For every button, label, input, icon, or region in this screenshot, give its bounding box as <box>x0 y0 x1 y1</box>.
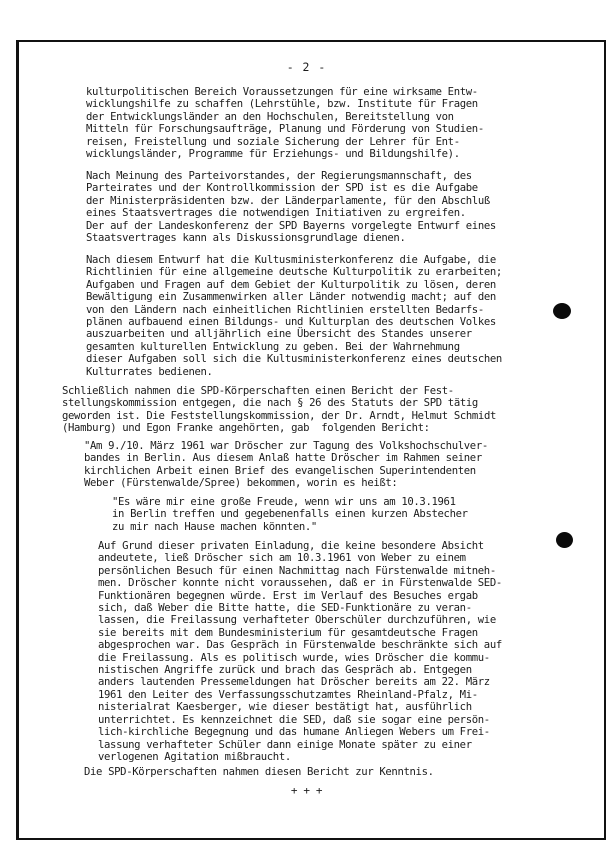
paragraph-development-aid <box>86 86 484 160</box>
text-line: reisen, Freistellung und soziale Sicherung der Lehrer für Ent- <box>86 135 460 148</box>
end-mark-text: + + + <box>290 784 323 797</box>
text-line: sie bereits mit dem Bundesministerium für gesamtdeutsche Fragen <box>98 626 478 639</box>
text-line: lassen, die Freilassung verhafteter Oberschüler durchzuführen, wie <box>98 614 496 627</box>
text-line: andeutete, ließ Dröscher sich am 10.3.1961 von Weber zu einem <box>98 552 466 565</box>
text-line: plänen aufbauend einen Bildungs- und Kulturplan des deutschen Volkes <box>86 316 496 329</box>
end-mark <box>0 785 613 797</box>
text-line: zu mir nach Hause machen könnten." <box>112 520 317 533</box>
text-line: nistischen Angriffe zurück und brach das Gespräch ab. Entgegen <box>98 664 472 677</box>
text-line: wicklungsländer, Programme für Erziehungs- und Bildungshilfe). <box>86 148 460 161</box>
paragraph-report-body <box>98 540 502 763</box>
text-line: dieser Aufgaben soll sich die Kultusministerkonferenz eines deutschen <box>86 353 502 366</box>
text-line: anders lautenden Pressemeldungen hat Dröscher bereits am 22. März <box>98 676 490 689</box>
paragraph-closing <box>84 766 434 778</box>
text-line: "Es wäre mir eine große Freude, wenn wir uns am 10.3.1961 <box>112 496 456 508</box>
text-line: 1961 den Leiter des Verfassungsschutzamtes Rheinland-Pfalz, Mi- <box>98 688 478 701</box>
text-line: lich-kirchliche Begegnung und das humane Anliegen Webers um Frei- <box>98 726 490 739</box>
text-line: men. Dröscher konnte nicht voraussehen, daß er in Fürstenwalde SED- <box>98 577 502 590</box>
text-line: die Freilassung. Als es politisch wurde, wies Dröscher die kommu- <box>98 651 490 664</box>
text-line: verlogenen Agitation mißbraucht. <box>98 750 291 763</box>
text-line: (Hamburg) und Egon Franke angehörten, gab folgenden Bericht: <box>62 422 430 435</box>
text-line: Bewältigung ein Zusammenwirken aller Länder notwendig macht; auf den <box>86 291 496 304</box>
paragraph-state-treaty <box>86 170 496 244</box>
text-line: eines Staatsvertrages die notwendigen Initiativen zu ergreifen. <box>86 207 466 220</box>
text-line: der Ministerpräsidenten bzw. der Länderparlamente, für den Abschluß <box>86 194 490 207</box>
text-line: Funktionären begegnen würde. Erst im Verlauf des Besuches ergab <box>98 589 478 602</box>
text-line: Schließlich nahmen die SPD-Körperschaften einen Bericht der Fest- <box>62 385 454 397</box>
text-line: Auf Grund dieser privaten Einladung, die keine besondere Absicht <box>98 540 484 552</box>
text-line: Mitteln für Forschungsaufträge, Planung und Förderung von Studien- <box>86 123 484 136</box>
text-line: Weber (Fürstenwalde/Spree) bekommen, worin es heißt: <box>84 477 398 490</box>
text-line: Aufgaben und Fragen auf dem Gebiet der Kulturpolitik zu lösen, deren <box>86 278 496 291</box>
text-line: von den Ländern nach einheitlichen Richtlinien erstellten Bedarfs- <box>86 303 484 316</box>
text-line: wicklungshilfe zu schaffen (Lehrstühle, bzw. Institute für Fragen <box>86 98 478 111</box>
paragraph-letter-quote <box>112 496 468 533</box>
page-number: - 2 - <box>286 60 327 74</box>
text-line: persönlichen Besuch für einen Nachmittag nach Fürstenwalde mitneh- <box>98 564 496 577</box>
text-line: abgesprochen war. Das Gespräch in Fürstenwalde beschränkte sich auf <box>98 639 502 652</box>
text-line: Richtlinien für eine allgemeine deutsche Kulturpolitik zu erarbeiten; <box>86 266 502 279</box>
text-line: bandes in Berlin. Aus diesem Anlaß hatte Dröscher im Rahmen seiner <box>84 452 482 465</box>
text-line: lassung verhafteter Schüler dann einige Monate später zu einer <box>98 738 472 751</box>
text-line: Nach diesem Entwurf hat die Kultusministerkonferenz die Aufgabe, die <box>86 254 496 266</box>
text-line: der Entwicklungsländer an den Hochschulen, Bereitstellung von <box>86 110 454 123</box>
text-line: geworden ist. Die Feststellungskommission, der Dr. Arndt, Helmut Schmidt <box>62 409 497 422</box>
ink-blot <box>556 532 573 548</box>
text-line: "Am 9./10. März 1961 war Dröscher zur Tagung des Volkshochschulver- <box>84 440 488 452</box>
text-line: sich, daß Weber die Bitte hatte, die SED-Funktionäre zu veran- <box>98 602 472 615</box>
paragraph-kultusministerkonferenz <box>86 254 502 378</box>
text-line: nisterialrat Kaesberger, wie dieser bestätigt hat, ausführlich <box>98 701 472 714</box>
text-line: Staatsvertrages kann als Diskussionsgrundlage dienen. <box>86 232 406 245</box>
text-line: Kulturrates bedienen. <box>86 365 213 378</box>
text-line: Die SPD-Körperschaften nahmen diesen Bericht zur Kenntnis. <box>84 766 434 778</box>
text-line: gesamten kulturellen Entwicklung zu geben. Bei der Wahrnehmung <box>86 340 460 353</box>
text-line: Der auf der Landeskonferenz der SPD Bayerns vorgelegte Entwurf eines <box>86 219 496 232</box>
text-line: kirchlichen Arbeit einen Brief des evangelischen Superintendenten <box>84 464 476 477</box>
text-line: kulturpolitischen Bereich Voraussetzungen für eine wirksame Entw- <box>86 86 478 98</box>
text-line: Nach Meinung des Parteivorstandes, der Regierungsmannschaft, des <box>86 170 472 182</box>
ink-blot <box>553 303 571 319</box>
text-line: stellungskommission entgegen, die nach § 26 des Statuts der SPD tätig <box>62 397 478 410</box>
paragraph-feststellungskommission <box>62 385 496 435</box>
text-line: Parteirates und der Kontrollkommission der SPD ist es die Aufgabe <box>86 182 478 195</box>
text-line: in Berlin treffen und gegebenenfalls einen kurzen Abstecher <box>112 508 468 521</box>
paragraph-report-intro <box>84 440 488 490</box>
text-line: unterrichtet. Es kennzeichnet die SED, daß sie sogar eine persön- <box>98 713 490 726</box>
text-line: auszuarbeiten und alljährlich eine Übersicht des Standes unserer <box>86 328 472 341</box>
